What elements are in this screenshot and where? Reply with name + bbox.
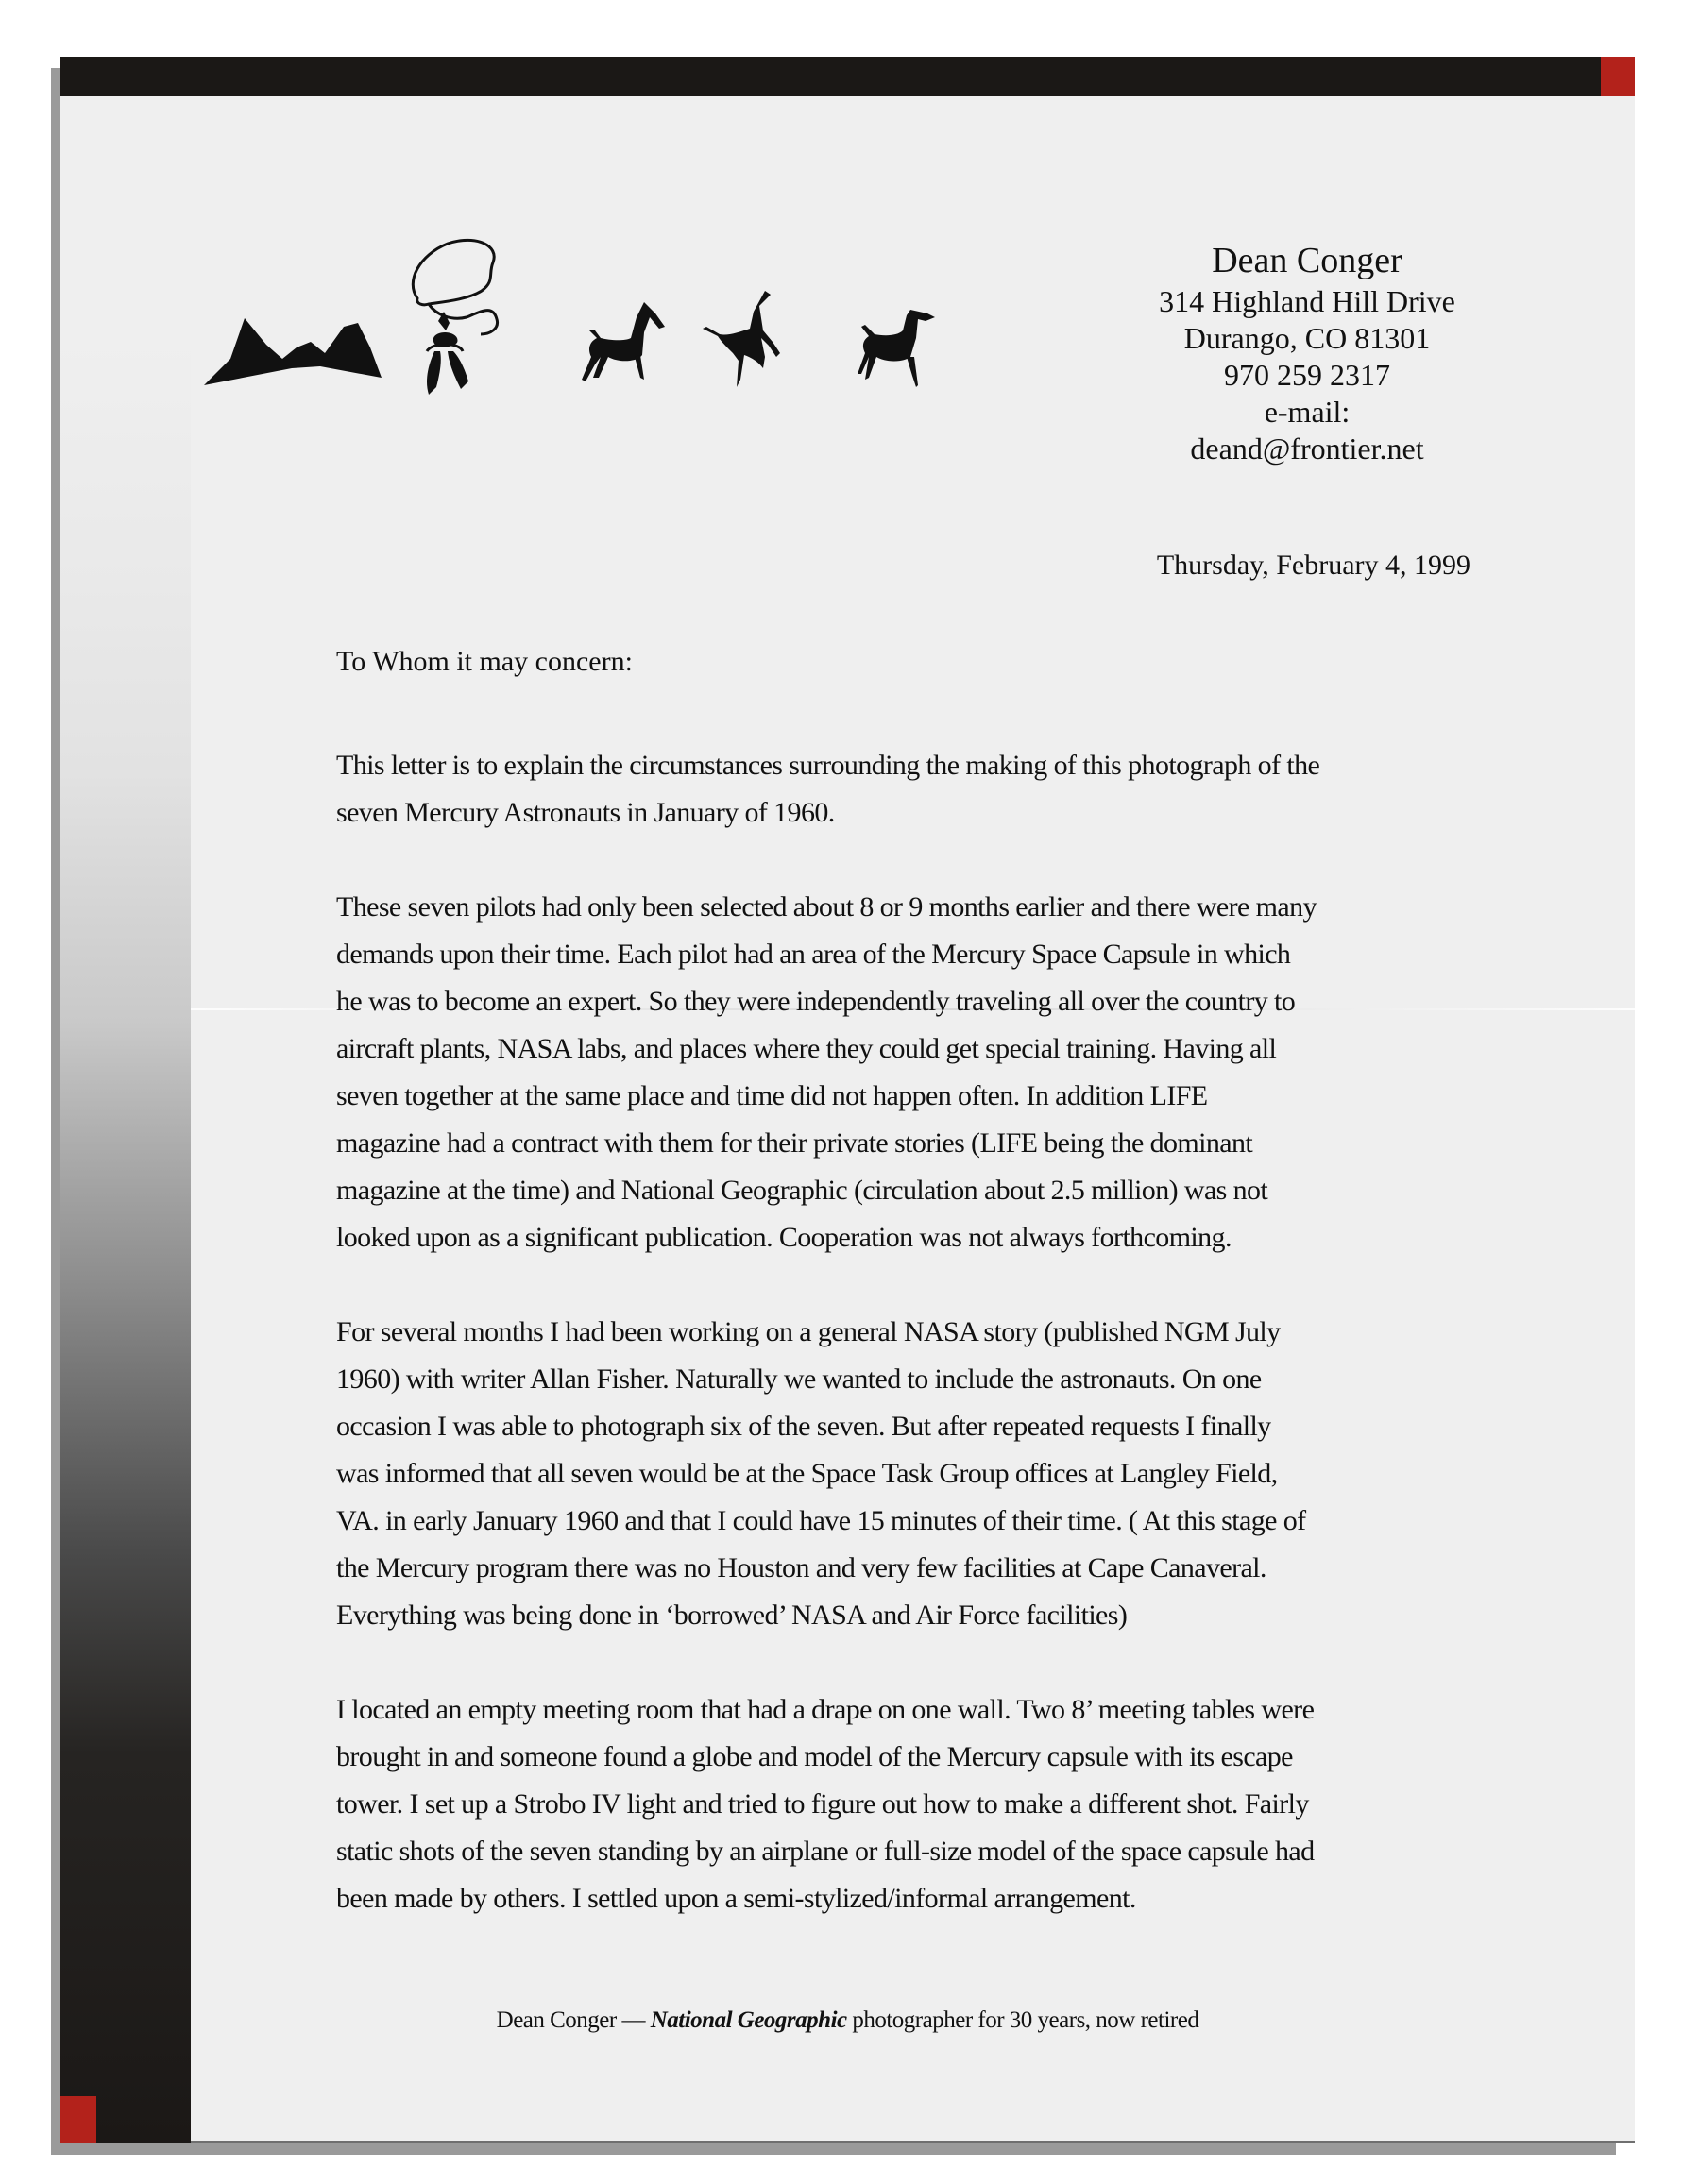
letterhead-artwork: [193, 236, 1118, 415]
paragraph-line: was informed that all seven would be at the Space Task Group offices at Langley Field,: [336, 1458, 1278, 1489]
sender-name: Dean Conger: [1212, 241, 1402, 280]
paragraph-line: demands upon their time. Each pilot had an area of the Mercury Space Capsule in which: [336, 939, 1291, 970]
rearing-horse-icon: [703, 291, 780, 387]
paragraph-line: looked upon as a significant publication. Cooperation was not always forthcoming.: [336, 1222, 1232, 1253]
letter-date: Thursday, February 4, 1999: [1156, 550, 1470, 581]
paragraph-line: seven together at the same place and time did not happen often. In addition LIFE: [336, 1080, 1208, 1111]
top-black-band: [60, 57, 1635, 96]
paragraph-line: magazine at the time) and National Geographic (circulation about 2.5 million) was not: [336, 1175, 1268, 1206]
paragraph-line: Everything was being done in ‘borrowed’ NASA and Air Force facilities): [336, 1600, 1128, 1631]
horse-icon: [858, 310, 935, 387]
letterhead-contact: [1109, 238, 1505, 467]
body-paragraph: [336, 742, 1592, 837]
letter-body: [336, 742, 1592, 1970]
paragraph-line: the Mercury program there was no Houston and very few facilities at Cape Canaveral.: [336, 1552, 1266, 1583]
paragraph-line: aircraft plants, NASA labs, and places where they could get special training. Having all: [336, 1033, 1277, 1064]
footer-credit: [60, 2007, 1635, 2034]
email-label: e-mail:: [1264, 395, 1351, 429]
top-red-accent: [1601, 57, 1635, 96]
paragraph-line: This letter is to explain the circumstances surrounding the making of this photograph of the: [336, 750, 1320, 781]
paragraph-line: magazine had a contract with them for their private stories (LIFE being the dominant: [336, 1127, 1253, 1159]
paragraph-line: VA. in early January 1960 and that I could have 15 minutes of their time. ( At this stage of: [336, 1505, 1306, 1536]
paragraph-line: he was to become an expert. So they were independently traveling all over the country to: [336, 986, 1296, 1017]
horse-icon: [582, 302, 665, 381]
bottom-red-accent: [60, 2096, 96, 2143]
cowboy-lasso-icon: [413, 240, 497, 395]
paragraph-line: seven Mercury Astronauts in January of 1960.: [336, 797, 835, 828]
body-paragraph: [336, 1686, 1592, 1922]
address-line-1: 314 Highland Hill Drive: [1159, 284, 1455, 318]
paragraph-line: brought in and someone found a globe and model of the Mercury capsule with its escape: [336, 1741, 1293, 1772]
paragraph-line: 1960) with writer Allan Fisher. Naturally we wanted to include the astronauts. On one: [336, 1363, 1262, 1395]
email-address: deand@frontier.net: [1190, 432, 1424, 466]
paragraph-line: static shots of the seven standing by an airplane or full-size model of the space capsule had: [336, 1836, 1315, 1867]
letter-page: [60, 57, 1635, 2143]
paragraph-line: occasion I was able to photograph six of the seven. But after repeated requests I finally: [336, 1411, 1271, 1442]
body-paragraph: [336, 884, 1592, 1261]
footer-prefix: Dean Conger —: [496, 2007, 651, 2033]
paragraph-line: tower. I set up a Strobo IV light and tried to figure out how to make a different shot. Fairly: [336, 1788, 1309, 1820]
paragraph-line: been made by others. I settled upon a semi-stylized/informal arrangement.: [336, 1883, 1136, 1914]
mountains-icon: [204, 318, 382, 385]
footer-publication: National Geographic: [650, 2007, 847, 2033]
body-paragraph: [336, 1309, 1592, 1639]
paragraph-line: For several months I had been working on a general NASA story (published NGM July: [336, 1316, 1281, 1347]
phone-number: 970 259 2317: [1224, 358, 1390, 392]
paragraph-line: I located an empty meeting room that had a drape on one wall. Two 8’ meeting tables were: [336, 1694, 1315, 1725]
left-gradient-stripe: [60, 585, 191, 2143]
footer-suffix: photographer for 30 years, now retired: [846, 2007, 1199, 2033]
paragraph-line: These seven pilots had only been selected about 8 or 9 months earlier and there were many: [336, 891, 1317, 923]
left-stripe-fade: [60, 340, 191, 585]
salutation: To Whom it may concern:: [336, 646, 633, 677]
address-line-2: Durango, CO 81301: [1183, 321, 1431, 355]
